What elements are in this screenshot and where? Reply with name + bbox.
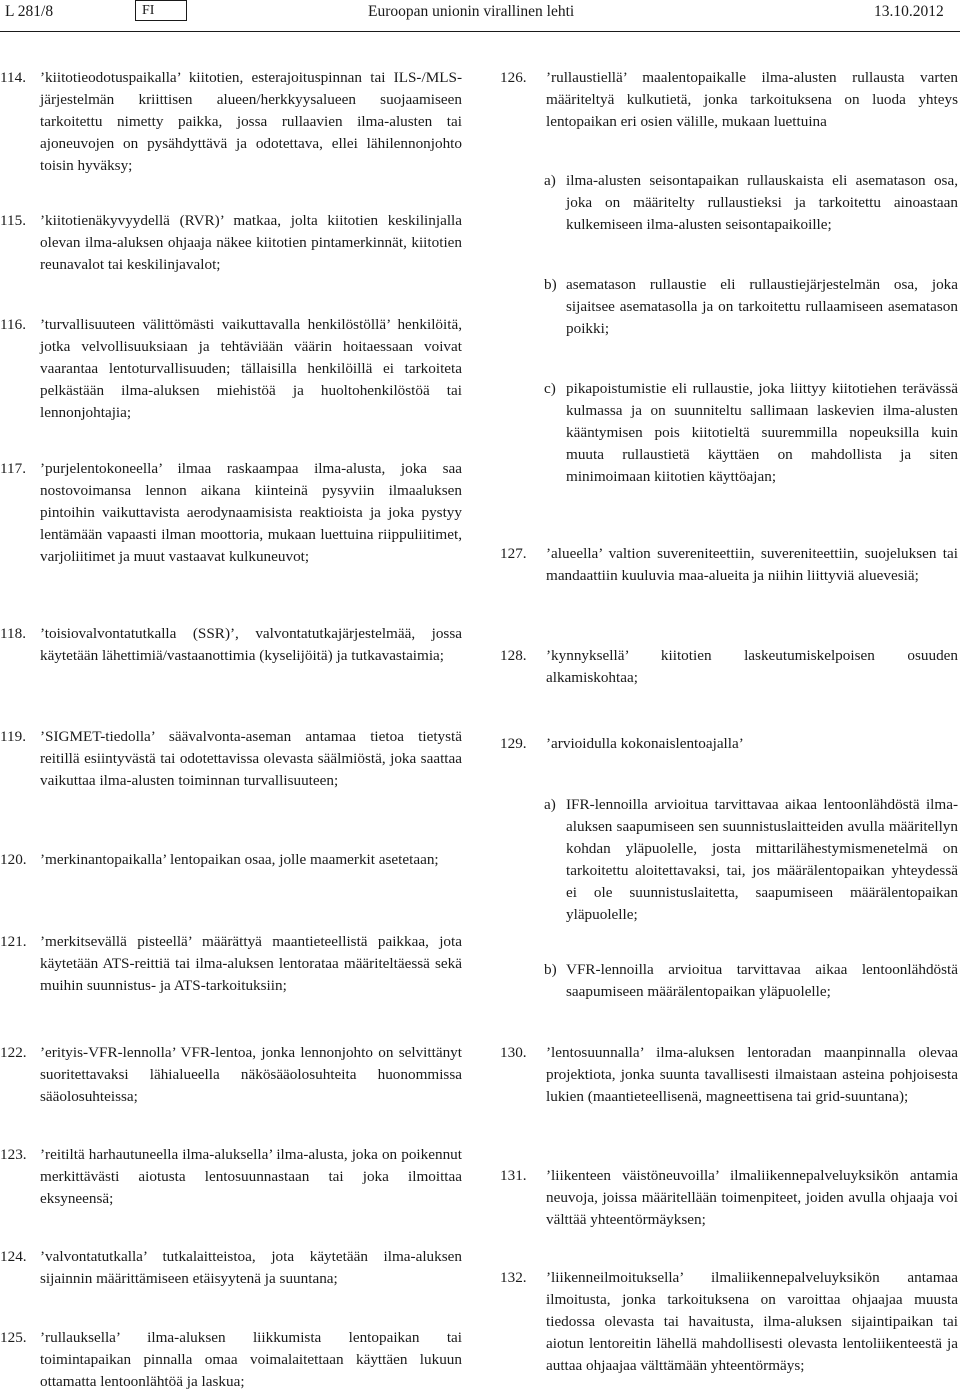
definition-text: ’alueella’ valtion suvereniteettiin, suvereniteettiin, suojeluksen tai mandaattiin kuuluvia maa-alueita ja niihin liittyviä aluevesiä;	[546, 545, 958, 585]
definition-125	[0, 1327, 462, 1393]
sub-item-b	[544, 274, 958, 340]
definition-number: 114.	[0, 69, 27, 86]
definition-126	[500, 67, 958, 133]
header-rule	[0, 31, 960, 32]
publication-date: 13.10.2012	[874, 3, 944, 20]
definition-number: 127.	[500, 545, 527, 562]
definition-number: 120.	[0, 851, 27, 868]
definition-128	[500, 645, 958, 689]
journal-title: Euroopan unionin virallinen lehti	[368, 3, 575, 20]
definition-text: ’lentosuunnalla’ ilma-aluksen lentoradan maanpinnalla olevaa projektiota, jonka suunta tavallisesti ilmaistaan asteina pohjoisesta lukien (maantieteellisenä, magneettisena tai grid-suuntana);	[546, 1044, 958, 1106]
definition-number: 129.	[500, 735, 527, 752]
definition-124	[0, 1246, 462, 1290]
definition-number: 121.	[0, 933, 27, 950]
definition-123	[0, 1144, 462, 1210]
definition-number: 130.	[500, 1044, 527, 1061]
page-header	[0, 0, 960, 32]
definition-text: ’rullaustiellä’ maalentopaikalle ilma-alusten rullausta varten määriteltyä kulkutietä, jonka tarkoituksena on luoda yhteys lentopaikan eri osien välille, mukaan luettuina	[546, 69, 958, 131]
definition-text: ’arvioidulla kokonaislentoajalla’	[546, 735, 744, 752]
sub-item-text: IFR-lennoilla arvioitua tarvittavaa aikaa lentoonlähdöstä ilma-aluksen saapumiseen sen suunnistuslaitteiden avulla määritellyn kohdan yläpuolelle, josta mittarilähestymismenetelmä on tarkoitettu aloitettavaksi, tai, jos määrälentopaikan yhteydessä ei ole suunnistuslaitetta, saapumiseen määrälentopaikan yläpuolelle;	[566, 796, 958, 924]
definition-number: 118.	[0, 625, 27, 642]
sub-item-label: b)	[544, 961, 557, 978]
page-reference: L 281/8	[5, 3, 54, 20]
definition-130	[500, 1042, 958, 1108]
sub-item-text: asematason rullaustie eli rullaustiejärjestelmän osa, joka sijaitsee asematasolla ja on tarkoitettu rullaamiseen asematason poikki;	[566, 276, 958, 338]
definition-129	[500, 733, 958, 755]
definition-text: ’rullauksella’ ilma-aluksen liikkumista lentopaikan tai toimintapaikan pinnalla omaa voimalaitettaan käyttäen lukuun ottamatta lentoonlähtöä ja laskua;	[40, 1329, 462, 1391]
definition-number: 123.	[0, 1146, 27, 1163]
definition-number: 115.	[0, 212, 27, 229]
sub-item-b	[544, 959, 958, 1003]
definition-text: ’purjelentokoneella’ ilmaa raskaampaa ilma-alusta, joka saa nostovoimansa lennon aikana kiinteinä pysyviin ilmaaluksen pintoihin vaikuttavista aerodynaamisista reaktioista ja joka pystyy lentämään vapaasti ilman moottoria, mukaan luettuina riippuliitimet, varjoliitimet ja muut vastaavat kulkuneuvot;	[40, 460, 462, 566]
language-badge: FI	[135, 0, 187, 21]
sub-item-a	[544, 794, 958, 927]
definition-116	[0, 314, 462, 424]
definition-text: ’kynnyksellä’ kiitotien laskeutumiskelpoisen osuuden alkamiskohtaa;	[546, 647, 958, 687]
definition-text: ’kiitotieodotuspaikalla’ kiitotien, esterajoituspinnan tai ILS-/MLS-järjestelmän kriittisen alueen/herkkyysalueen suojaamiseen tarkoitettu nimetty paikka, jossa rullaavien ilma-alusten tai ajoneuvojen on pysähdyttävä ja odotettava, ellei lähilennonjohto toisin hyväksy;	[40, 69, 462, 175]
definition-text: ’merkitsevällä pisteellä’ määrättyä maantieteellistä paikkaa, jota käytetään ATS-reittiä tai ilma-aluksen lentorataa määriteltäessä sekä muihin suunnistus- ja ATS-tarkoituksiin;	[40, 933, 462, 995]
definition-number: 124.	[0, 1248, 27, 1265]
definition-number: 131.	[500, 1167, 527, 1184]
definition-number: 119.	[0, 728, 27, 745]
sub-item-a	[544, 170, 958, 236]
definition-number: 126.	[500, 69, 527, 86]
definition-text: ’liikenneilmoituksella’ ilmaliikennepalveluyksikön antamaa ilmoitusta, jonka tarkoituksena on varoittaa ohjaajaa muusta tiedossa olevasta tai havaitusta, ilma-aluksen sijaintipaikan tai aiotun lentoreitin lähellä mahdollisesti olevasta lentoliikenteestä ja auttaa ohjaajaa välttämään yhteentörmäys;	[546, 1269, 958, 1375]
definition-131	[500, 1165, 958, 1231]
definition-text: ’reitiltä harhautuneella ilma-aluksella’ ilma-alusta, joka on poikennut merkittävästi aiotusta lentosuunnastaan tai joka ilmoittaa eksyneensä;	[40, 1146, 462, 1208]
definition-127	[500, 543, 958, 587]
definition-text: ’liikenteen väistöneuvoilla’ ilmaliikennepalveluyksikön antamia neuvoja, joissa määritellään toimenpiteet, joiden avulla ohjaaja voi välttää yhteentörmäyksen;	[546, 1167, 958, 1229]
definition-118	[0, 623, 462, 667]
definition-number: 116.	[0, 316, 27, 333]
definition-114	[0, 67, 462, 177]
sub-item-text: ilma-alusten seisontapaikan rullauskaista eli asematason osa, joka on määritelty rullaustieksi ja tarkoitettu ainoastaan kulkemiseen ilma-alusten seisontapaikoille;	[566, 172, 958, 234]
sub-item-text: VFR-lennoilla arvioitua tarvittavaa aikaa lentoonlähdöstä saapumiseen määrälentopaikan yläpuolelle;	[566, 961, 958, 1001]
definition-number: 128.	[500, 647, 527, 664]
sub-item-label: a)	[544, 796, 556, 813]
definition-text: ’kiitotienäkyvyydellä (RVR)’ matkaa, jolta kiitotien keskilinjalla olevan ilma-aluksen ohjaaja näkee kiitotien pintamerkinnät, kiitotien reunavalot tai keskilinjavalot;	[40, 212, 462, 274]
definition-121	[0, 931, 462, 997]
definition-119	[0, 726, 462, 792]
definition-132	[500, 1267, 958, 1377]
definition-text: ’erityis-VFR-lennolla’ VFR-lentoa, jonka lennonjohto on selvittänyt suoritettavaksi lähialueella näkösääolosuhteita huonommissa sääolosuhteissa;	[40, 1044, 462, 1106]
definition-120	[0, 849, 462, 871]
definition-text: ’valvontatutkalla’ tutkalaitteistoa, jota käytetään ilma-aluksen sijainnin määrittämiseen etäisyytenä ja suuntana;	[40, 1248, 462, 1288]
definition-115	[0, 210, 462, 276]
definition-122	[0, 1042, 462, 1108]
definition-number: 122.	[0, 1044, 27, 1061]
definition-text: ’merkinantopaikalla’ lentopaikan osaa, jolle maamerkit asetetaan;	[40, 851, 439, 868]
definition-number: 132.	[500, 1269, 527, 1286]
sub-item-text: pikapoistumistie eli rullaustie, joka liittyy kiitotiehen terävässä kulmassa ja on suunniteltu sallimaan laskevien ilma-alusten kääntymisen pois kiitotieltä suuremmilla nopeuksilla kuin muuta rullaustietä käyttäen on mahdollista ja siten minimoimaan kiitotien käyttöajan;	[566, 380, 958, 486]
definition-text: ’SIGMET-tiedolla’ säävalvonta-aseman antamaa tietoa tietystä reitillä esiintyvästä tai odotettavissa olevasta säälmiöstä, joka saattaa vaikuttaa ilma-alusten toiminnan turvallisuuteen;	[40, 728, 462, 790]
definition-number: 125.	[0, 1329, 27, 1346]
definition-117	[0, 458, 462, 568]
definition-text: ’toisiovalvontatutkalla (SSR)’, valvontatutkajärjestelmää, jossa käytetään lähettimiä/vastaanottimia (kyselijöitä) ja tutkavastaimia;	[40, 625, 462, 665]
sub-item-label: a)	[544, 172, 556, 189]
definition-number: 117.	[0, 460, 27, 477]
sub-item-c	[544, 378, 958, 488]
sub-item-label: c)	[544, 380, 556, 397]
definition-text: ’turvallisuuteen välittömästi vaikuttavalla henkilöstöllä’ henkilöitä, jotka velvollisuuksiaan ja tehtäviään väärin hoitaessaan voivat vaarantaa lentoturvallisuuden; tällaisilla henkilöillä ei tarkoiteta pelkästään ilma-aluksen miehistöä ja huoltohenkilöstöä tai lennonjohtajia;	[40, 316, 462, 422]
sub-item-label: b)	[544, 276, 557, 293]
